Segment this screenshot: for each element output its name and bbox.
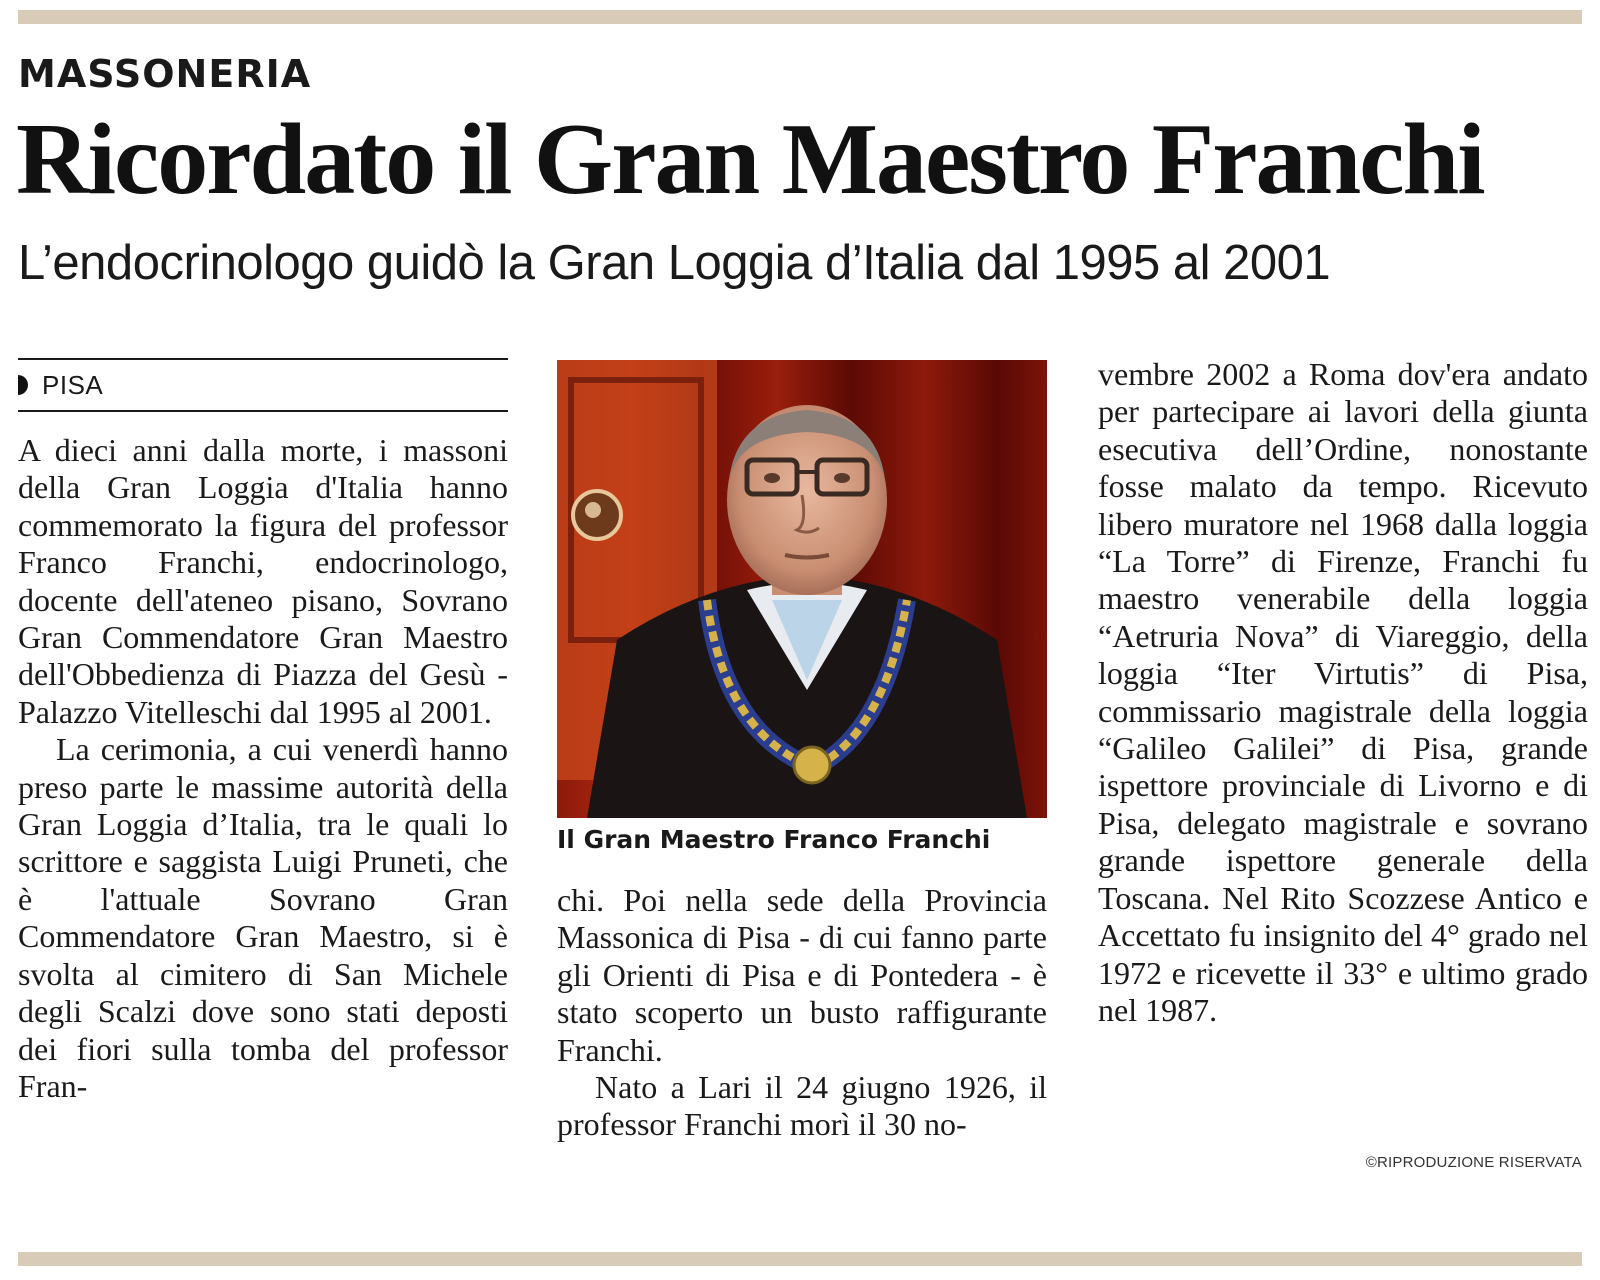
paragraph: vembre 2002 a Roma dov'era andato per partecipare ai lavori della giunta esecutiva dell’Ordine, nonostante fosse malato da tempo. Ricevuto libero muratore nel 1968 dalla loggia “La Torre” di Firenze, Franchi fu maestro venerabile della loggia “Aetruria Nova” di Viareggio, della loggia “Iter Virtutis” di Pisa, commissario magistrale della loggia “Galileo Galilei” di Pisa, grande ispettore provinciale di Livorno e di Pisa, delegato magistrale e sovrano grande ispettore generale della Toscana. Nel Rito Scozzese Antico e Accettato fu insignito del 4° grado nel 1972 e ricevette il 33° e ultimo grado nel 1987. [1098, 356, 1588, 1028]
section-kicker: MASSONERIA [18, 52, 312, 96]
portrait-photo [557, 360, 1047, 818]
dateline [18, 358, 508, 412]
dateline-bullet-icon [18, 375, 28, 395]
headline: Ricordato il Gran Maestro Franchi [16, 103, 1484, 216]
top-rule [18, 10, 1582, 24]
dateline-location: PISA [42, 369, 104, 400]
portrait-illustration [557, 360, 1047, 818]
column-3 [1098, 356, 1588, 1029]
photo-caption: Il Gran Maestro Franco Franchi [557, 825, 991, 854]
column-2 [557, 882, 1047, 1144]
paragraph: chi. Poi nella sede della Provincia Massonica di Pisa - di cui fanno parte gli Orienti di Pisa e di Pontedera - è stato scoperto un busto raffigurante Franchi. [557, 882, 1047, 1068]
column-1 [18, 432, 508, 1105]
paragraph: A dieci anni dalla morte, i massoni della Gran Loggia d'Italia hanno commemorato la figura del professor Franco Franchi, endocrinologo, docente dell'ateneo pisano, Sovrano Gran Commendatore Gran Maestro dell'Obbedienza di Piazza del Gesù - Palazzo Vitelleschi dal 1995 al 2001. [18, 432, 508, 730]
bottom-rule [18, 1252, 1582, 1266]
copyright-notice: ©RIPRODUZIONE RISERVATA [1365, 1154, 1582, 1171]
subheadline: L’endocrinologo guidò la Gran Loggia d’Italia dal 1995 al 2001 [18, 236, 1331, 290]
paragraph: Nato a Lari il 24 giugno 1926, il professor Franchi morì il 30 no- [557, 1069, 1047, 1143]
paragraph: La cerimonia, a cui venerdì hanno preso parte le massime autorità della Gran Loggia d’Italia, tra le quali lo scrittore e saggista Luigi Pruneti, che è l'attuale Sovrano Gran Commendatore Gran Maestro, si è svolta al cimitero di San Michele degli Scalzi dove sono stati deposti dei fiori sulla tomba del professor Fran- [18, 731, 508, 1104]
